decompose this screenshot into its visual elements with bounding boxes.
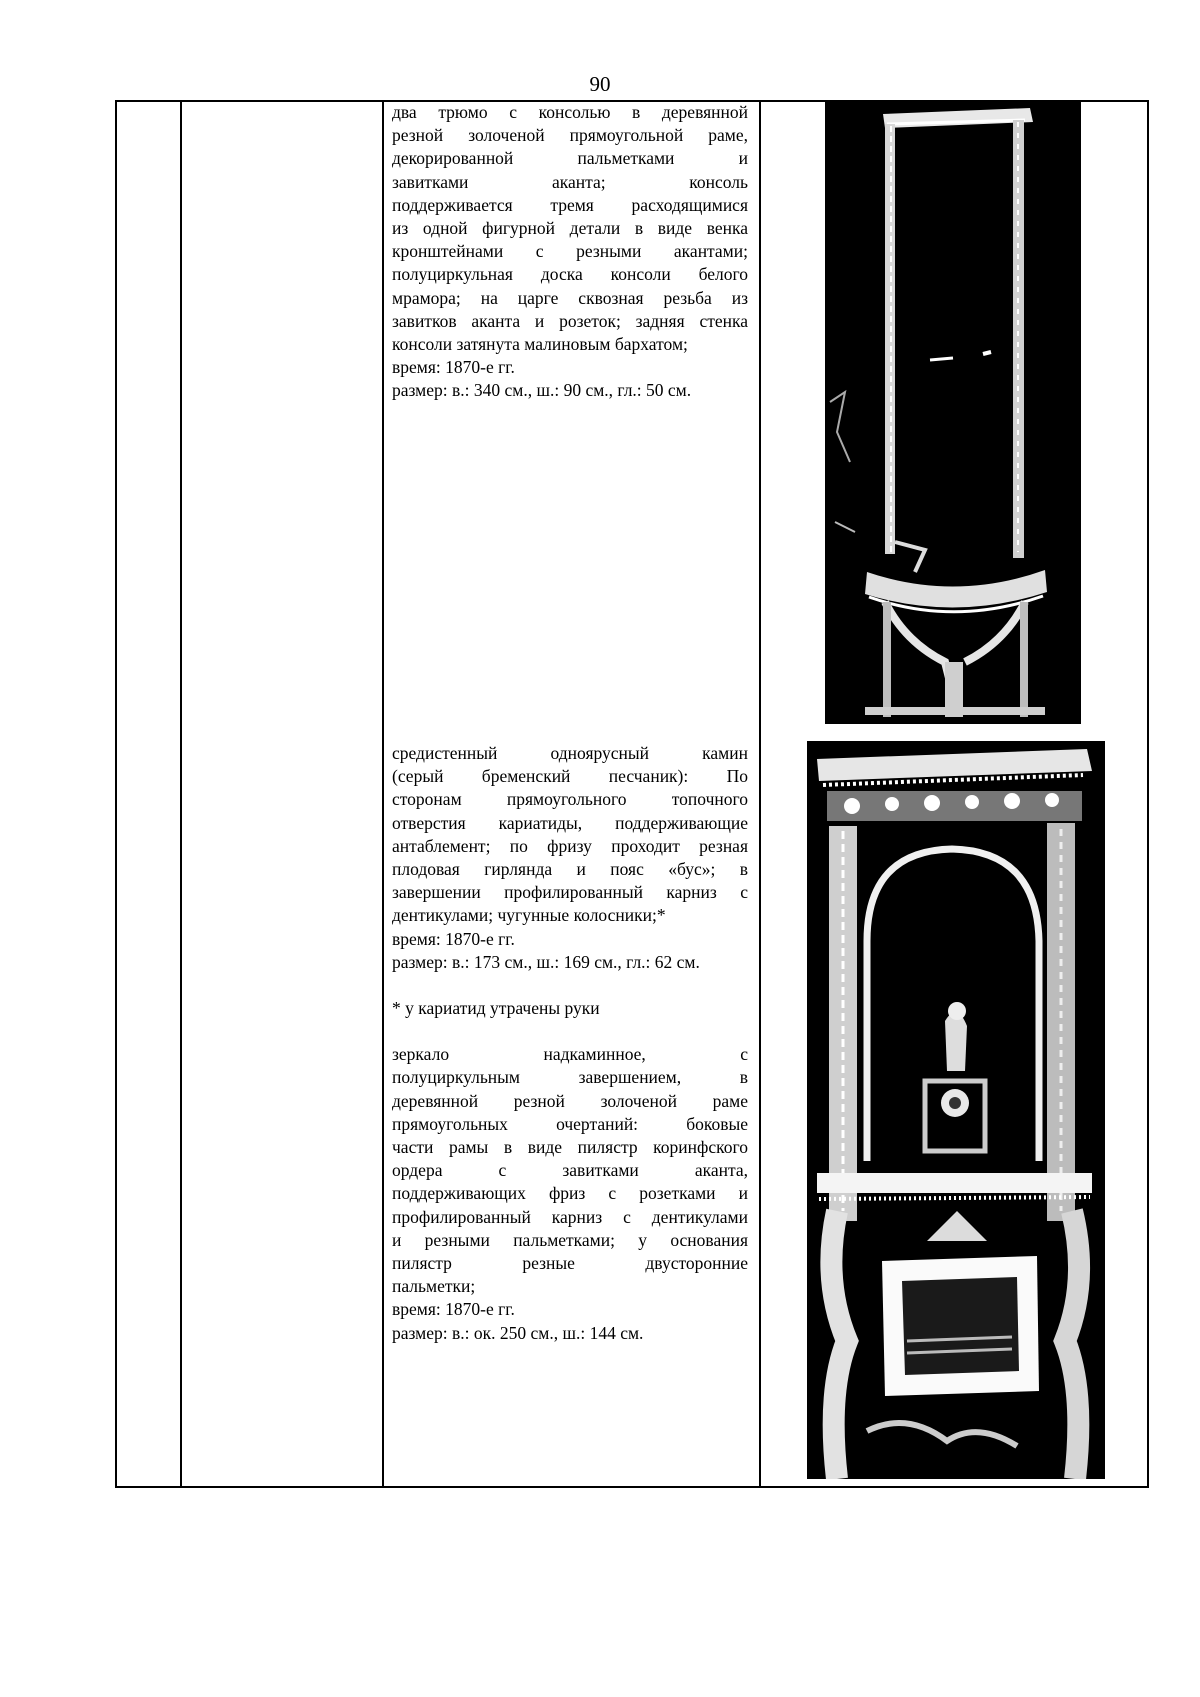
trumeau-photo-image	[825, 102, 1081, 724]
time-line: время: 1870-е гг.	[392, 1299, 515, 1320]
fireplace-photo	[807, 741, 1105, 1479]
description-line: плодовая гирлянда и пояс «бус»; в	[392, 859, 748, 880]
description-line: резной золоченой прямоугольной раме,	[392, 125, 748, 146]
description-line: из одной фигурной детали в виде венка	[392, 218, 748, 239]
description-line: средистенный одноярусный камин	[392, 743, 748, 763]
description-line: антаблемент; по фризу проходит резная	[392, 835, 748, 856]
column-divider	[382, 102, 384, 1486]
description-line: полуциркульным завершением, в	[392, 1067, 748, 1088]
column-divider	[759, 102, 761, 1486]
description-line: завершении профилированный карниз с	[392, 882, 748, 903]
footnote: * у кариатид утрачены руки	[392, 998, 600, 1019]
description-line: части рамы в виде пилястр коринфского	[392, 1137, 748, 1158]
entry-fireplace-description	[392, 742, 748, 1345]
fireplace-photo-image	[807, 741, 1105, 1479]
description-line: полуциркульная доска консоли белого	[392, 264, 748, 285]
description-line: дентикулами; чугунные колосники;*	[392, 905, 666, 926]
size-line: размер: в.: 173 см., ш.: 169 см., гл.: 62 см.	[392, 951, 700, 972]
size-line: размер: в.: 340 см., ш.: 90 см., гл.: 50 см.	[392, 380, 692, 401]
time-line: время: 1870-е гг.	[392, 357, 515, 378]
description-line: зеркало надкаминное, с	[392, 1044, 748, 1065]
description-line: поддерживается тремя расходящимися	[392, 194, 748, 215]
description-line: (серый бременский песчаник): По	[392, 766, 748, 787]
description-line: пальметки;	[392, 1276, 476, 1297]
column-divider	[180, 102, 182, 1486]
page-number: 90	[589, 72, 611, 96]
description-line: сторонам прямоугольного топочного	[392, 789, 748, 810]
entry-trumeau-description	[392, 101, 748, 403]
description-line: два трюмо с консолью в деревянной	[392, 102, 748, 122]
description-line: профилированный карниз с дентикулами	[392, 1206, 748, 1227]
description-line: ордера с завитками аканта,	[392, 1160, 748, 1181]
size-line: размер: в.: ок. 250 см., ш.: 144 см.	[392, 1322, 644, 1343]
description-line: консоли затянута малиновым бархатом;	[392, 334, 688, 355]
description-line: завитками аканта; консоль	[392, 171, 748, 192]
description-line: поддерживающих фриз с розетками и	[392, 1183, 748, 1204]
description-line: завитков аканта и розеток; задняя стенка	[392, 310, 748, 331]
description-line: и резными пальметками; у основания	[392, 1229, 748, 1250]
description-line: кронштейнами с резными акантами;	[392, 241, 748, 262]
time-line: время: 1870-е гг.	[392, 928, 515, 949]
description-line: прямоугольных очертаний: боковые	[392, 1113, 748, 1134]
description-line: пилястр резные двусторонние	[392, 1253, 748, 1274]
description-line: отверстия кариатиды, поддерживающие	[392, 812, 748, 833]
description-line: мрамора; на царге сквозная резьба из	[392, 287, 748, 308]
description-line: деревянной резной золоченой раме	[392, 1090, 748, 1111]
description-line: декорированной пальметками и	[392, 148, 748, 169]
trumeau-photo	[825, 102, 1081, 724]
